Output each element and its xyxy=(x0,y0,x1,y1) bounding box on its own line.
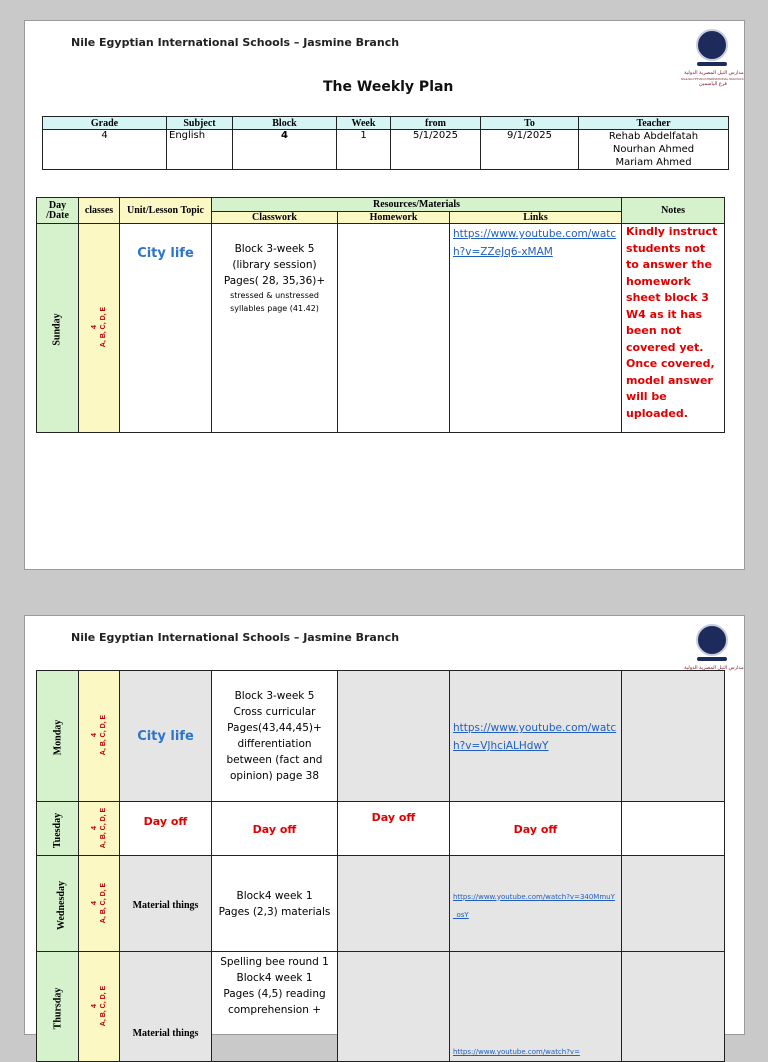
thursday-topic-cell xyxy=(120,952,212,1062)
classwork-line: Pages( 28, 35,36)+ xyxy=(223,275,326,287)
monday-classes-cell xyxy=(79,671,120,802)
week-value: 1 xyxy=(337,130,391,170)
wednesday-day-cell xyxy=(37,856,79,952)
thursday-homework-cell xyxy=(338,952,450,1062)
from-header: from xyxy=(391,117,481,130)
block-value: 4 xyxy=(233,130,337,170)
tuesday-classwork-cell xyxy=(212,802,338,856)
wednesday-links-cell xyxy=(450,856,622,952)
wednesday-row xyxy=(37,856,725,952)
logo-text-branch: فرع الياسمين xyxy=(699,81,727,87)
week-header: Week xyxy=(337,117,391,130)
tuesday-row xyxy=(37,802,725,856)
school-logo xyxy=(681,29,743,89)
grade-header: Grade xyxy=(43,117,167,130)
sunday-classes-cell xyxy=(79,224,120,433)
wednesday-classes-cell xyxy=(79,856,120,952)
day-label: Sunday xyxy=(52,313,63,346)
tuesday-links-cell xyxy=(450,802,622,856)
logo-text-english: NILE EGYPTIAN INTERNATIONAL SCHOOLS xyxy=(681,77,744,81)
day-off-label: Day off xyxy=(143,815,188,828)
classes-sections: A, B, C, D, E xyxy=(100,807,108,848)
notes-header: Notes xyxy=(622,198,725,224)
monday-links-cell xyxy=(450,671,622,802)
classwork-line: stressed & unstressed xyxy=(230,291,319,300)
wednesday-classwork-cell xyxy=(212,856,338,952)
thursday-day-cell xyxy=(37,952,79,1062)
to-value: 9/1/2025 xyxy=(481,130,579,170)
from-value: 5/1/2025 xyxy=(391,130,481,170)
classes-label xyxy=(90,307,108,347)
monday-notes-cell xyxy=(622,671,725,802)
monday-topic-cell xyxy=(120,671,212,802)
sunday-row xyxy=(37,224,725,433)
school-crest-icon xyxy=(696,624,728,656)
subject-value: English xyxy=(167,130,233,170)
classwork-line: Cross curricular xyxy=(233,706,316,718)
youtube-link[interactable]: https://www.youtube.com/watch?v=340MmuY_osY xyxy=(453,892,615,919)
classes-sections: A, B, C, D, E xyxy=(100,882,108,923)
classwork-line: Block 3-week 5 xyxy=(234,243,315,255)
teacher-name: Nourhan Ahmed xyxy=(612,144,695,155)
to-header: To xyxy=(481,117,579,130)
block-header: Block xyxy=(233,117,337,130)
tuesday-topic-cell xyxy=(120,802,212,856)
classes-grade: 4 xyxy=(91,900,99,905)
info-header-row xyxy=(43,117,729,130)
classes-sections: A, B, C, D, E xyxy=(100,714,108,756)
info-table xyxy=(42,116,729,170)
logo-text-arabic: مدارس النيل المصرية الدولية xyxy=(684,665,744,671)
links-header: Links xyxy=(450,212,622,224)
day-label: Wednesday xyxy=(55,880,67,930)
teacher-header: Teacher xyxy=(579,117,729,130)
plan-table-page-2 xyxy=(36,670,725,1062)
thursday-row xyxy=(37,952,725,1062)
classwork-line: Pages(43,44,45)+ xyxy=(227,722,322,734)
sunday-links-cell xyxy=(450,224,622,433)
classwork-line: Block 3-week 5 xyxy=(234,690,315,702)
tuesday-classes-cell xyxy=(79,802,120,856)
plan-table-page-1 xyxy=(36,197,725,433)
sunday-day-cell xyxy=(37,224,79,433)
book-icon xyxy=(697,62,727,66)
classes-label xyxy=(90,807,108,847)
youtube-link[interactable]: https://www.youtube.com/watch?v=ZZeJq6-xMAM xyxy=(453,228,617,258)
classes-sections: A, B, C, D, E xyxy=(100,306,108,348)
topic-label: Material things xyxy=(132,1028,199,1039)
resources-header: Resources/Materials xyxy=(212,198,622,212)
topic-label: Material things xyxy=(132,899,199,911)
day-label: Tuesday xyxy=(52,812,63,848)
topic-label: City life xyxy=(137,246,194,261)
classes-header: classes xyxy=(79,198,120,224)
thursday-classwork-cell xyxy=(212,952,338,1062)
thursday-classes-cell xyxy=(79,952,120,1062)
classes-label xyxy=(90,715,108,755)
classes-label xyxy=(90,882,108,922)
youtube-link[interactable]: https://www.youtube.com/watch?v=VJhciALHdwY xyxy=(453,722,617,752)
plan-header-row xyxy=(37,198,725,212)
grade-value: 4 xyxy=(43,130,167,170)
page-title: The Weekly Plan xyxy=(323,79,454,95)
sunday-homework-cell xyxy=(338,224,450,433)
sunday-topic-cell xyxy=(120,224,212,433)
school-crest-icon xyxy=(696,29,728,61)
classes-grade: 4 xyxy=(91,325,99,329)
classes-grade: 4 xyxy=(91,1003,99,1008)
classes-grade: 4 xyxy=(91,825,99,830)
monday-homework-cell xyxy=(338,671,450,802)
classwork-line: Pages (4,5) reading xyxy=(223,988,326,1000)
monday-row xyxy=(37,671,725,802)
school-name: Nile Egyptian International Schools – Jasmine Branch xyxy=(71,631,400,644)
day-label: Monday xyxy=(52,719,63,756)
sunday-notes-cell xyxy=(622,224,725,433)
classes-label xyxy=(90,985,108,1025)
tuesday-homework-cell xyxy=(338,802,450,856)
classwork-line: comprehension + xyxy=(227,1004,321,1016)
day-label: Thursday xyxy=(52,987,64,1029)
school-name: Nile Egyptian International Schools – Jasmine Branch xyxy=(71,36,400,49)
wednesday-notes-cell xyxy=(622,856,725,952)
classwork-line: opinion) page 38 xyxy=(229,770,319,782)
youtube-link[interactable]: https://www.youtube.com/watch?v= xyxy=(453,1048,580,1056)
teacher-value xyxy=(579,130,729,170)
tuesday-day-cell xyxy=(37,802,79,856)
classes-grade: 4 xyxy=(91,733,99,737)
thursday-links-cell xyxy=(450,952,622,1062)
tuesday-notes-cell xyxy=(622,802,725,856)
classwork-line: Spelling bee round 1 xyxy=(220,956,329,968)
classes-sections: A, B, C, D, E xyxy=(100,985,108,1026)
info-value-row xyxy=(43,130,729,170)
classwork-line: Block4 week 1 xyxy=(236,972,313,984)
classwork-line: syllables page (41.42) xyxy=(230,304,319,313)
logo-text-arabic: مدارس النيل المصرية الدولية xyxy=(684,70,744,76)
wednesday-topic-cell xyxy=(120,856,212,952)
topic-header: Unit/Lesson Topic xyxy=(120,198,212,224)
teacher-name: Rehab Abdelfatah xyxy=(608,131,699,142)
note-text: Kindly instruct students not to answer the homework sheet block 3 W4 as it has been not covered yet. Once covered, model answer will be uploaded. xyxy=(626,225,718,420)
sunday-classwork-cell xyxy=(212,224,338,433)
monday-classwork-cell xyxy=(212,671,338,802)
day-off-label: Day off xyxy=(371,811,416,824)
classwork-header: Classwork xyxy=(212,212,338,224)
day-off-label: Day off xyxy=(252,822,297,836)
wednesday-homework-cell xyxy=(338,856,450,952)
thursday-notes-cell xyxy=(622,952,725,1062)
classwork-line: between (fact and xyxy=(226,754,323,766)
topic-label: City life xyxy=(137,729,194,744)
subject-header: Subject xyxy=(167,117,233,130)
document-page-2 xyxy=(24,615,745,1056)
classwork-line: Block4 week 1 xyxy=(236,889,313,902)
classwork-line: differentiation xyxy=(237,738,312,750)
classwork-line: Pages (2,3) materials xyxy=(218,905,331,918)
book-icon xyxy=(697,657,727,661)
day-date-header: Day /Date xyxy=(37,198,79,224)
homework-header: Homework xyxy=(338,212,450,224)
monday-day-cell xyxy=(37,671,79,802)
document-page-1 xyxy=(24,20,745,570)
day-off-label: Day off xyxy=(513,822,558,836)
teacher-name: Mariam Ahmed xyxy=(615,157,692,168)
classwork-line: (library session) xyxy=(232,259,317,271)
